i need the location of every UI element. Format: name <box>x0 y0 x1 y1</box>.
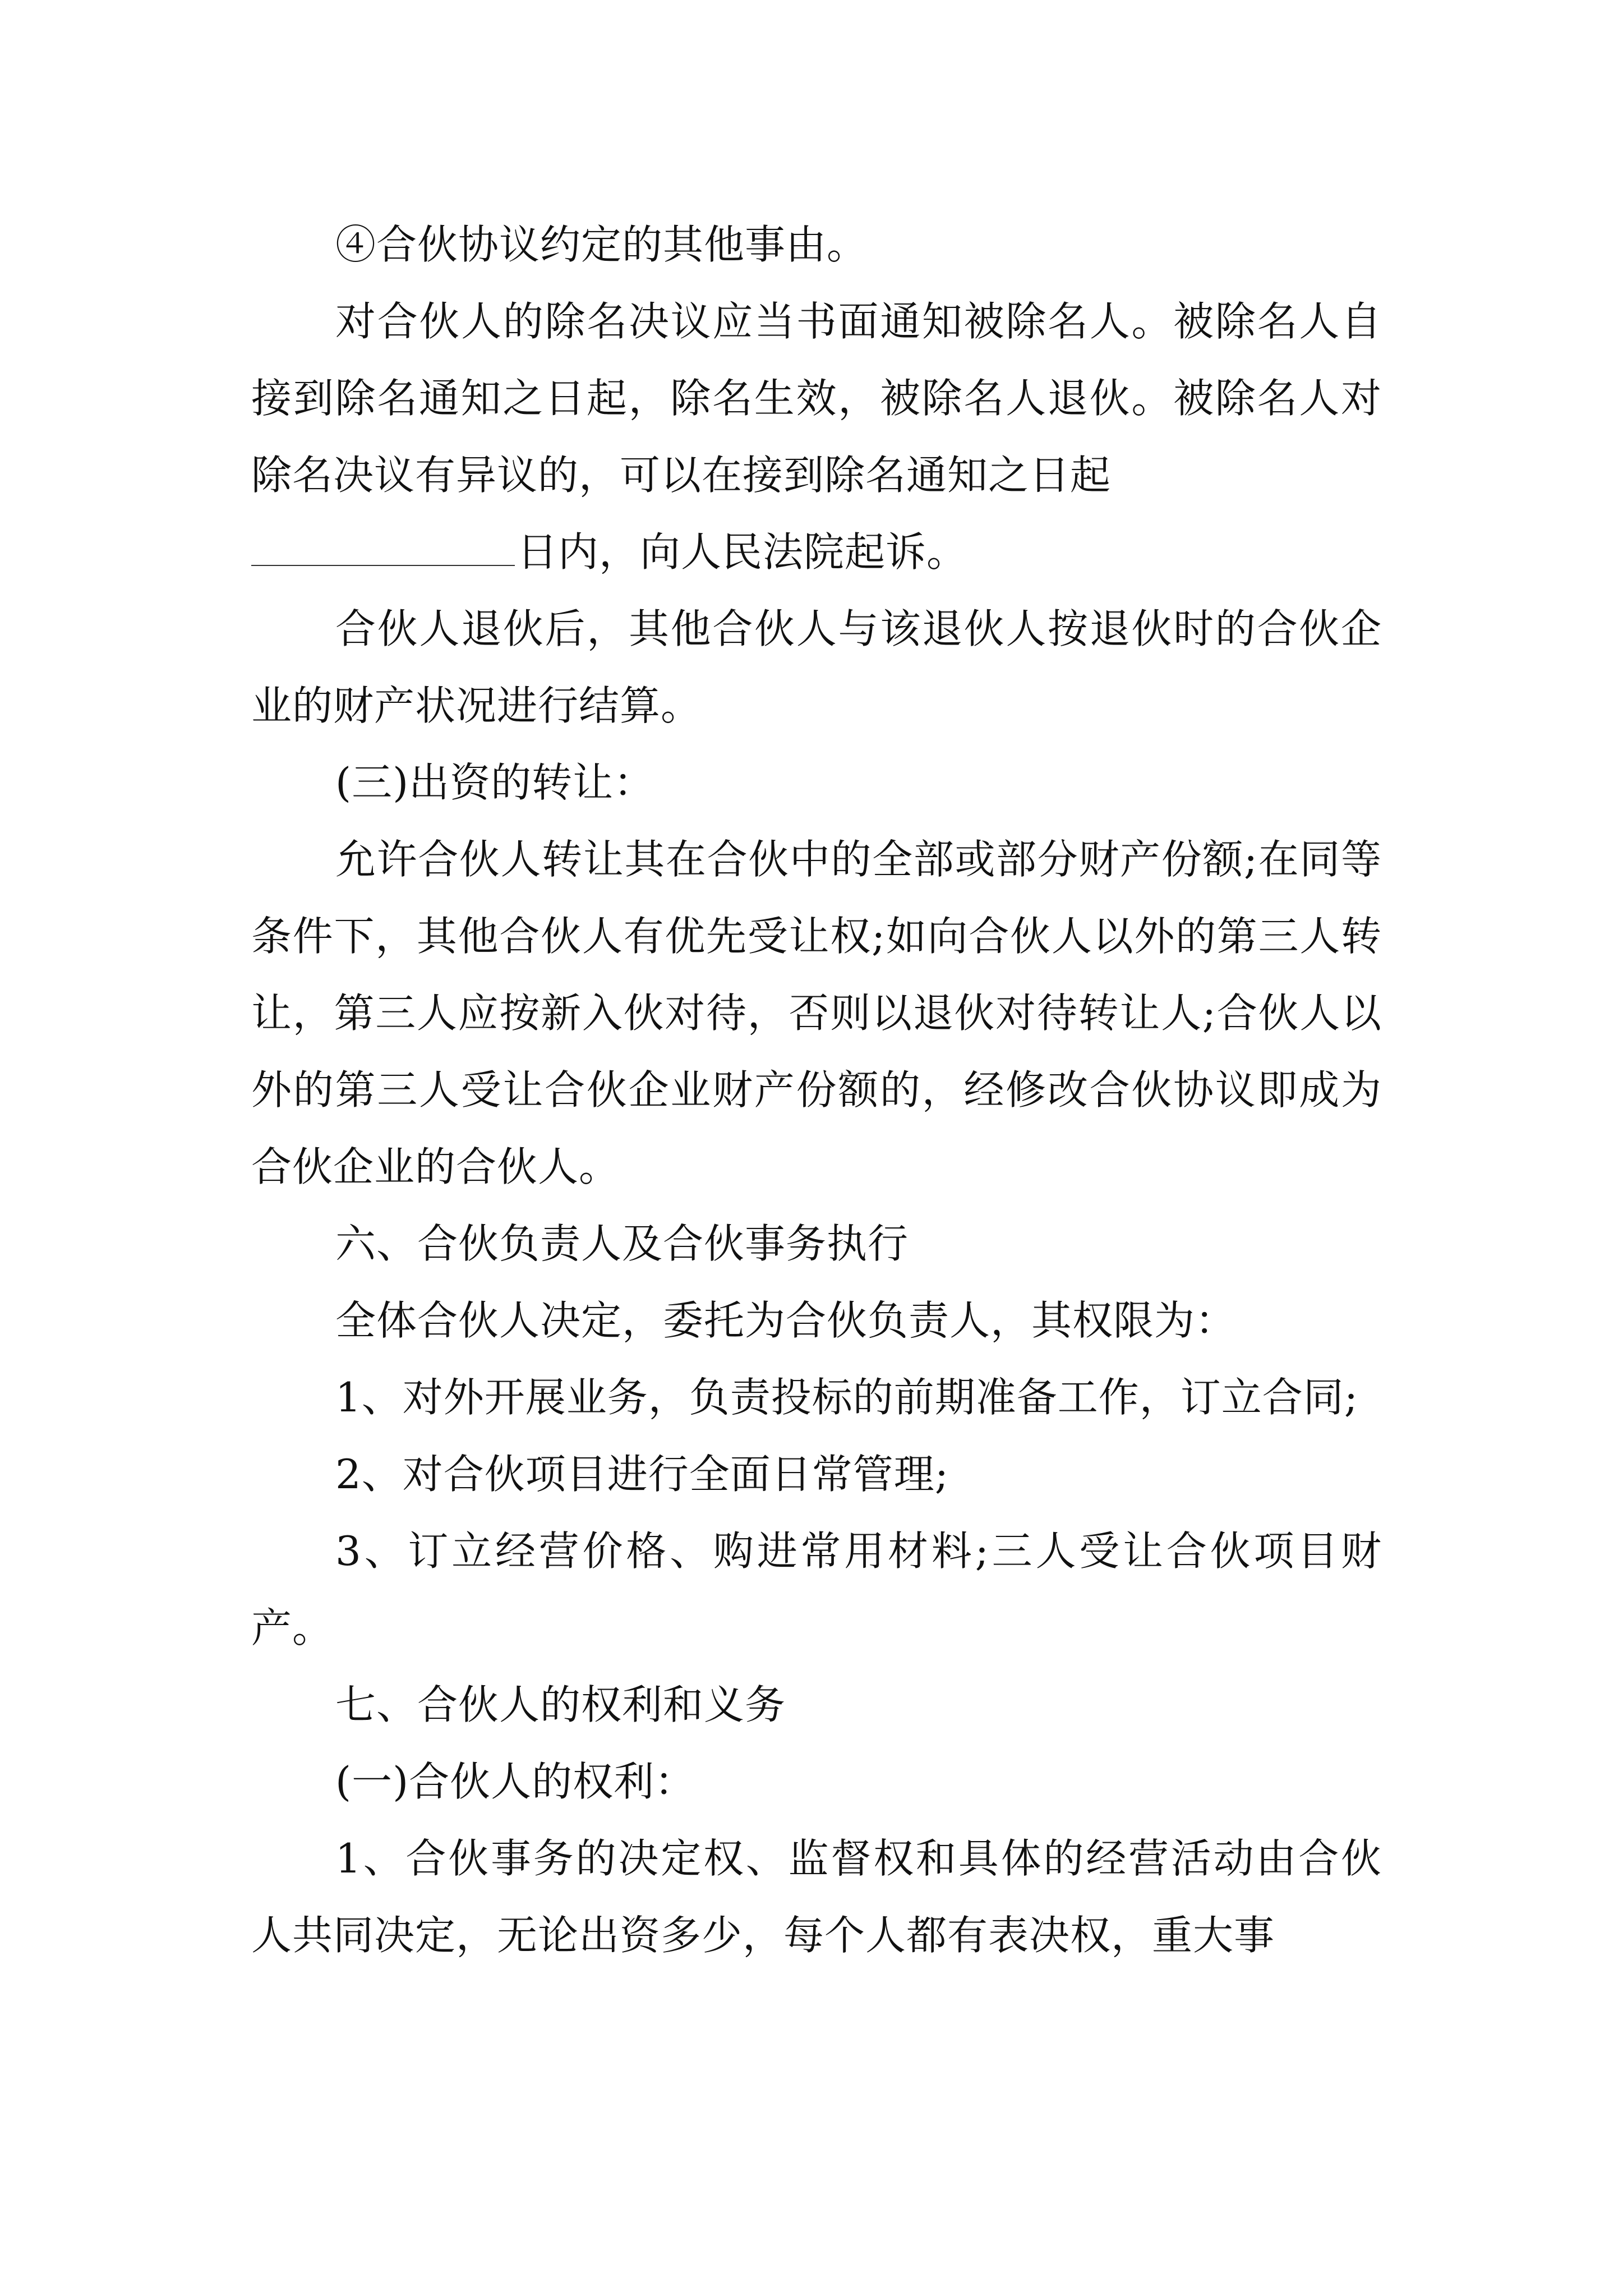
list-item-2: 2、对合伙项目进行全面日常管理; <box>335 1451 949 1498</box>
paragraph-authorization: 全体合伙人决定，委托为合伙负责人，其权限为： <box>335 1297 1237 1344</box>
heading-section-six: 六、合伙负责人及合伙事务执行 <box>335 1220 909 1267</box>
list-item-1: 1、对外开展业务，负责投标的前期准备工作，订立合同; <box>335 1374 1359 1421</box>
paragraph-other-reasons: ④合伙协议约定的其他事由。 <box>335 221 868 268</box>
paragraph-transfer-rules: 允许合伙人转让其在合伙中的全部或部分财产份额;在同等条件下，其他合伙人有优先受让权;如向合伙人以外的第三人转让，第三人应按新入伙对待，否则以退伙对待转让人;合伙人以外的第三人受让合伙企业财产份额的，经修改合伙协议即成为合伙企业的合伙人。 <box>251 836 1382 1190</box>
document-body <box>251 206 1382 1974</box>
paragraph-decision-rights: 1、合伙事务的决定权、监督权和具体的经营活动由合伙人共同决定，无论出资多少，每个人都有表决权，重大事 <box>251 1835 1382 1959</box>
list-item-3: 3、订立经营价格、购进常用材料;三人受让合伙项目财产。 <box>251 1527 1382 1651</box>
paragraph-lawsuit-text: 日内，向人民法院起诉。 <box>517 528 968 576</box>
subheading-transfer: (三)出资的转让： <box>335 759 655 806</box>
paragraph-expulsion-notice: 对合伙人的除名决议应当书面通知被除名人。被除名人自接到除名通知之日起，除名生效，被除名人退伙。被除名人对除名决议有异议的，可以在接到除名通知之日起 <box>251 298 1382 499</box>
heading-section-seven: 七、合伙人的权利和义务 <box>335 1681 786 1728</box>
paragraph-lawsuit-deadline <box>251 514 1382 591</box>
paragraph-settlement: 合伙人退伙后，其他合伙人与该退伙人按退伙时的合伙企业的财产状况进行结算。 <box>251 605 1382 729</box>
subheading-partner-rights: (一)合伙人的权利： <box>335 1758 696 1805</box>
fill-in-blank <box>251 524 515 566</box>
